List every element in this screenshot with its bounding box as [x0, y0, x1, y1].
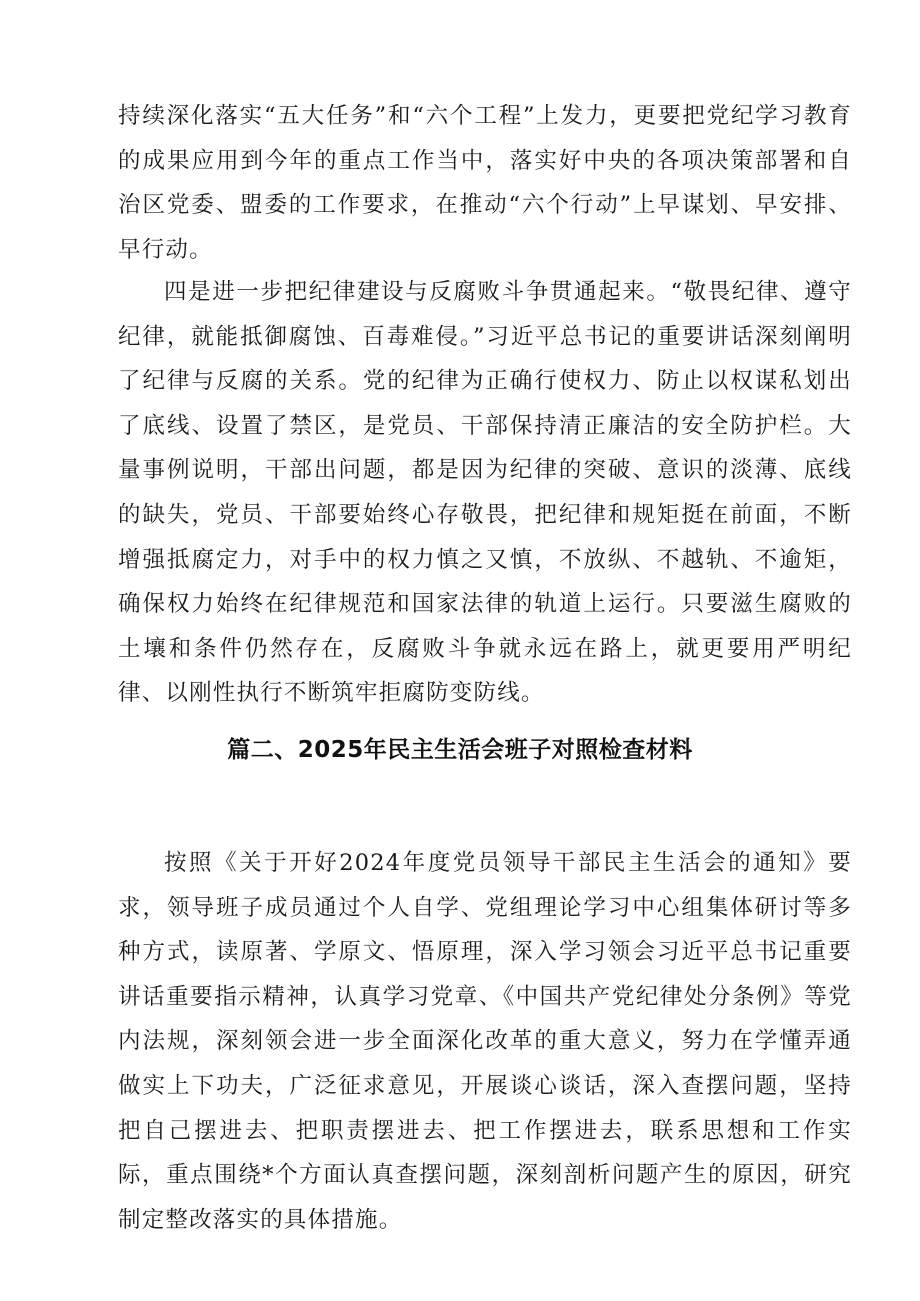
paragraph-continuation: 持续深化落实“五大任务”和“六个工程”上发力，更要把党纪学习教育的成果应用到今年的重点工作当中，落实好中央的各项决策部署和自治区党委、盟委的工作要求，在推动“六个行动”上早谋划、早安排、早行动。 [118, 103, 852, 263]
paragraph-section-two-intro: 按照《关于开好2024年度党员领导干部民主生活会的通知》要求，领导班子成员通过个人自学、党组理论学习中心组集体研讨等多种方式，读原著、学原文、悟原理，深入学习领会习近平总书记重要讲话重要指示精神，认真学习党章、《中国共产党纪律处分条例》等党内法规，深刻领会进一步全面深化改革的重大意义，努力在学懂弄通做实上下功夫，广泛征求意见，开展谈心谈话，深入查摆问题，坚持把自己摆进去、把职责摆进去、把工作摆进去，联系思想和工作实际，重点围绕*个方面认真查摆问题，深刻剖析问题产生的原因，研究制定整改落实的具体措施。 [118, 850, 852, 1233]
section-heading: 篇二、2025年民主生活会班子对照检查材料 [227, 737, 693, 763]
text-block-continuation [118, 94, 852, 272]
text-block-point-four [118, 270, 852, 716]
paragraph-point-four: 四是进一步把纪律建设与反腐败斗争贯通起来。“敬畏纪律、遵守纪律，就能抵御腐蚀、百毒难侵。”习近平总书记的重要讲话深刻阐明了纪律与反腐的关系。党的纪律为正确行使权力、防止以权谋私划出了底线、设置了禁区，是党员、干部保持清正廉洁的安全防护栏。大量事例说明，干部出问题，都是因为纪律的突破、意识的淡薄、底线的缺失，党员、干部要始终心存敬畏，把纪律和规矩挺在前面，不断增强抵腐定力，对手中的权力慎之又慎，不放纵、不越轨、不逾矩，确保权力始终在纪律规范和国家法律的轨道上运行。只要滋生腐败的土壤和条件仍然存在，反腐败斗争就永远在路上，就更要用严明纪律、以刚性执行不断筑牢拒腐防变防线。 [118, 279, 852, 707]
text-block-section-two-intro [118, 841, 852, 1242]
